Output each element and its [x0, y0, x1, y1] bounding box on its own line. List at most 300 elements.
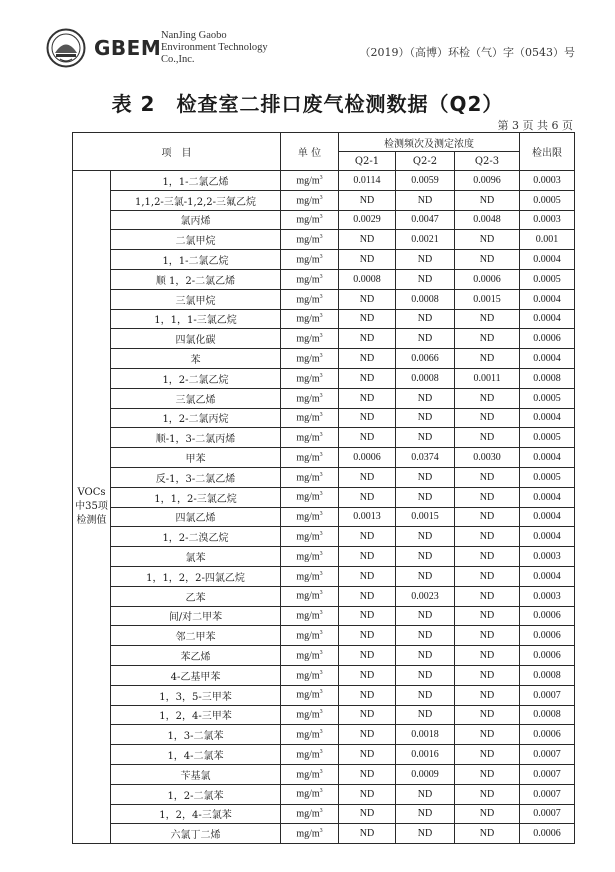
value-cell-q2: 0.0008 — [396, 289, 455, 309]
unit-cell — [281, 428, 339, 448]
table-row — [73, 507, 575, 527]
value-cell-q1: ND — [339, 784, 396, 804]
table-body — [73, 171, 575, 844]
unit-base: mg/m — [296, 828, 320, 840]
unit-exponent: 3 — [319, 729, 323, 736]
unit-cell — [281, 705, 339, 725]
brand-name: GBEM — [94, 36, 162, 60]
table-row — [73, 408, 575, 428]
unit-cell — [281, 349, 339, 369]
value-cell-q2: 0.0015 — [396, 507, 455, 527]
unit-base: mg/m — [296, 194, 320, 206]
table-row — [73, 269, 575, 289]
unit-exponent: 3 — [319, 630, 323, 637]
page-number: 第 3 页 共 6 页 — [497, 119, 573, 132]
header-unit: 单 位 — [281, 133, 339, 171]
value-cell-q1: ND — [339, 349, 396, 369]
unit-exponent: 3 — [319, 174, 323, 181]
value-cell-q3: 0.0011 — [455, 368, 520, 388]
value-cell-q1: 0.0008 — [339, 269, 396, 289]
value-cell-q1: ND — [339, 388, 396, 408]
value-cell-q2: 0.0047 — [396, 210, 455, 230]
value-cell-q1: ND — [339, 467, 396, 487]
value-cell-q3: ND — [455, 705, 520, 725]
unit-exponent: 3 — [319, 432, 323, 439]
compound-name: 1，2-二氯丙烷 — [111, 408, 281, 428]
unit-exponent: 3 — [319, 412, 323, 419]
value-cell-q2: ND — [396, 784, 455, 804]
unit-cell — [281, 725, 339, 745]
value-cell-q1: ND — [339, 566, 396, 586]
value-cell-q2: 0.0023 — [396, 586, 455, 606]
value-cell-q1: 0.0114 — [339, 171, 396, 191]
document-code: （2019）（高博）环检（气）字（0543）号 — [359, 46, 575, 59]
detection-limit-cell: 0.0004 — [520, 448, 575, 468]
value-cell-q2: ND — [396, 190, 455, 210]
unit-cell — [281, 784, 339, 804]
value-cell-q1: ND — [339, 764, 396, 784]
compound-name: 顺-1，3-二氯丙烯 — [111, 428, 281, 448]
value-cell-q1: ND — [339, 665, 396, 685]
value-cell-q3: 0.0096 — [455, 171, 520, 191]
detection-limit-cell: 0.0008 — [520, 705, 575, 725]
company-line-2: Environment Technology — [161, 42, 268, 53]
value-cell-q2: 0.0059 — [396, 171, 455, 191]
table-row — [73, 487, 575, 507]
detection-limit-cell: 0.0003 — [520, 586, 575, 606]
value-cell-q3: ND — [455, 190, 520, 210]
compound-name: 1，1，2，2-四氯乙烷 — [111, 566, 281, 586]
unit-exponent: 3 — [319, 768, 323, 775]
unit-cell — [281, 626, 339, 646]
table-row — [73, 329, 575, 349]
unit-base: mg/m — [296, 729, 320, 741]
value-cell-q3: ND — [455, 507, 520, 527]
unit-cell — [281, 309, 339, 329]
compound-name: 苄基氯 — [111, 764, 281, 784]
unit-base: mg/m — [296, 630, 320, 642]
company-line-3: Co.,Inc. — [161, 54, 195, 65]
detection-limit-cell: 0.0007 — [520, 804, 575, 824]
value-cell-q1: 0.0013 — [339, 507, 396, 527]
unit-base: mg/m — [296, 610, 320, 622]
table-row — [73, 646, 575, 666]
header-q2-3: Q2-3 — [455, 152, 520, 171]
compound-name: 1，4-二氯苯 — [111, 745, 281, 765]
unit-cell — [281, 566, 339, 586]
unit-base: mg/m — [296, 768, 320, 780]
value-cell-q1: ND — [339, 606, 396, 626]
detection-limit-cell: 0.0003 — [520, 210, 575, 230]
unit-cell — [281, 250, 339, 270]
table-row — [73, 388, 575, 408]
value-cell-q2: 0.0021 — [396, 230, 455, 250]
detection-limit-cell: 0.0007 — [520, 764, 575, 784]
unit-cell — [281, 329, 339, 349]
value-cell-q2: 0.0374 — [396, 448, 455, 468]
unit-cell — [281, 368, 339, 388]
unit-cell — [281, 507, 339, 527]
detection-limit-cell: 0.0006 — [520, 725, 575, 745]
company-logo-icon — [46, 28, 86, 68]
unit-cell — [281, 388, 339, 408]
detection-limit-cell: 0.0007 — [520, 784, 575, 804]
unit-base: mg/m — [296, 689, 320, 701]
compound-name: 三氯乙烯 — [111, 388, 281, 408]
company-name — [161, 30, 268, 66]
value-cell-q3: ND — [455, 745, 520, 765]
detection-limit-cell: 0.0008 — [520, 368, 575, 388]
unit-exponent: 3 — [319, 313, 323, 320]
value-cell-q1: ND — [339, 646, 396, 666]
value-cell-q2: ND — [396, 547, 455, 567]
unit-base: mg/m — [296, 650, 320, 662]
table-row — [73, 784, 575, 804]
value-cell-q2: ND — [396, 428, 455, 448]
detection-data-table — [72, 132, 575, 844]
value-cell-q2: ND — [396, 685, 455, 705]
value-cell-q3: ND — [455, 329, 520, 349]
value-cell-q1: ND — [339, 527, 396, 547]
unit-base: mg/m — [296, 234, 320, 246]
table-row — [73, 685, 575, 705]
detection-limit-cell: 0.0006 — [520, 824, 575, 844]
unit-base: mg/m — [296, 551, 320, 563]
page-header — [0, 0, 615, 80]
unit-base: mg/m — [296, 412, 320, 424]
unit-cell — [281, 467, 339, 487]
detection-limit-cell: 0.0006 — [520, 626, 575, 646]
value-cell-q1: ND — [339, 685, 396, 705]
unit-cell — [281, 824, 339, 844]
unit-base: mg/m — [296, 432, 320, 444]
compound-name: 苯乙烯 — [111, 646, 281, 666]
compound-name: 1，1，1-三氯乙烷 — [111, 309, 281, 329]
compound-name: 氯苯 — [111, 547, 281, 567]
value-cell-q3: ND — [455, 626, 520, 646]
compound-name: 氯丙烯 — [111, 210, 281, 230]
unit-cell — [281, 804, 339, 824]
header-item: 项 目 — [73, 133, 281, 171]
compound-name: 1，1-二氯乙烷 — [111, 250, 281, 270]
value-cell-q2: ND — [396, 329, 455, 349]
table-title: 表 2 检查室二排口废气检测数据（Q2） — [111, 92, 504, 116]
table-row — [73, 804, 575, 824]
value-cell-q2: ND — [396, 804, 455, 824]
header-q2-1: Q2-1 — [339, 152, 396, 171]
value-cell-q3: 0.0048 — [455, 210, 520, 230]
unit-base: mg/m — [296, 571, 320, 582]
table-row — [73, 725, 575, 745]
table-row — [73, 349, 575, 369]
unit-base: mg/m — [296, 788, 320, 800]
compound-name: 乙苯 — [111, 586, 281, 606]
compound-name: 1，2-二氯苯 — [111, 784, 281, 804]
detection-limit-cell: 0.0007 — [520, 685, 575, 705]
compound-name: 1，2-二氯乙烷 — [111, 368, 281, 388]
detection-limit-cell: 0.0006 — [520, 329, 575, 349]
unit-cell — [281, 665, 339, 685]
value-cell-q1: ND — [339, 309, 396, 329]
value-cell-q1: 0.0006 — [339, 448, 396, 468]
unit-exponent: 3 — [319, 392, 323, 399]
table-row — [73, 764, 575, 784]
detection-limit-cell: 0.0005 — [520, 269, 575, 289]
table-row — [73, 368, 575, 388]
unit-base: mg/m — [296, 491, 320, 503]
compound-name: 苯 — [111, 349, 281, 369]
value-cell-q2: 0.0008 — [396, 368, 455, 388]
unit-cell — [281, 745, 339, 765]
value-cell-q2: ND — [396, 408, 455, 428]
value-cell-q3: ND — [455, 388, 520, 408]
table-row — [73, 171, 575, 191]
unit-exponent: 3 — [319, 709, 323, 716]
unit-base: mg/m — [296, 313, 320, 325]
compound-name: 1，2，4-三甲苯 — [111, 705, 281, 725]
unit-base: mg/m — [296, 808, 320, 820]
value-cell-q1: ND — [339, 329, 396, 349]
unit-cell — [281, 289, 339, 309]
unit-base: mg/m — [296, 214, 320, 226]
value-cell-q3: 0.0006 — [455, 269, 520, 289]
compound-name: 二氯甲烷 — [111, 230, 281, 250]
unit-exponent: 3 — [319, 471, 323, 478]
table-row — [73, 606, 575, 626]
value-cell-q3: ND — [455, 527, 520, 547]
table-row — [73, 467, 575, 487]
value-cell-q1: ND — [339, 705, 396, 725]
unit-base: mg/m — [296, 749, 320, 761]
unit-base: mg/m — [296, 175, 320, 187]
unit-base: mg/m — [296, 353, 320, 365]
table-row — [73, 586, 575, 606]
value-cell-q2: 0.0018 — [396, 725, 455, 745]
table-row — [73, 190, 575, 210]
detection-limit-cell: 0.0005 — [520, 428, 575, 448]
unit-exponent: 3 — [319, 214, 323, 221]
unit-cell — [281, 487, 339, 507]
category-cell: VOCs中35项检测值 — [73, 171, 111, 844]
header-q2-2: Q2-2 — [396, 152, 455, 171]
value-cell-q1: ND — [339, 368, 396, 388]
company-line-1: NanJing Gaobo — [161, 30, 227, 41]
value-cell-q2: 0.0066 — [396, 349, 455, 369]
compound-name: 顺 1，2-二氯乙烯 — [111, 269, 281, 289]
detection-limit-cell: 0.001 — [520, 230, 575, 250]
unit-base: mg/m — [296, 373, 320, 385]
detection-limit-cell: 0.0006 — [520, 606, 575, 626]
compound-name: 1，1-二氯乙烯 — [111, 171, 281, 191]
value-cell-q3: ND — [455, 230, 520, 250]
unit-cell — [281, 764, 339, 784]
detection-limit-cell: 0.0004 — [520, 507, 575, 527]
header-frequency-group: 检测频次及测定浓度 — [339, 133, 520, 152]
detection-limit-cell: 0.0003 — [520, 171, 575, 191]
unit-cell — [281, 210, 339, 230]
table-row — [73, 250, 575, 270]
value-cell-q2: ND — [396, 566, 455, 586]
table-row — [73, 626, 575, 646]
table-row — [73, 289, 575, 309]
table-row — [73, 230, 575, 250]
detection-limit-cell: 0.0005 — [520, 388, 575, 408]
unit-exponent: 3 — [319, 689, 323, 696]
compound-name: 1，2-二溴乙烷 — [111, 527, 281, 547]
unit-base: mg/m — [296, 452, 320, 464]
value-cell-q3: 0.0015 — [455, 289, 520, 309]
value-cell-q2: ND — [396, 250, 455, 270]
unit-exponent: 3 — [319, 828, 323, 835]
unit-cell — [281, 646, 339, 666]
unit-exponent: 3 — [319, 194, 323, 201]
value-cell-q1: ND — [339, 547, 396, 567]
value-cell-q1: ND — [339, 289, 396, 309]
detection-limit-cell: 0.0004 — [520, 289, 575, 309]
compound-name: 1,1,2-三氯-1,2,2-三氟乙烷 — [111, 190, 281, 210]
value-cell-q3: ND — [455, 665, 520, 685]
detection-limit-cell: 0.0004 — [520, 309, 575, 329]
unit-base: mg/m — [296, 472, 320, 484]
value-cell-q3: ND — [455, 685, 520, 705]
compound-name: 反-1，3-二氯乙烯 — [111, 467, 281, 487]
value-cell-q3: ND — [455, 804, 520, 824]
detection-limit-cell: 0.0004 — [520, 487, 575, 507]
unit-base: mg/m — [296, 709, 320, 721]
value-cell-q1: 0.0029 — [339, 210, 396, 230]
unit-base: mg/m — [296, 531, 320, 543]
detection-limit-cell: 0.0004 — [520, 408, 575, 428]
unit-cell — [281, 190, 339, 210]
detection-limit-cell: 0.0004 — [520, 566, 575, 586]
unit-exponent: 3 — [319, 649, 323, 656]
value-cell-q2: ND — [396, 487, 455, 507]
value-cell-q3: ND — [455, 467, 520, 487]
unit-cell — [281, 586, 339, 606]
detection-limit-cell: 0.0004 — [520, 349, 575, 369]
value-cell-q3: ND — [455, 586, 520, 606]
compound-name: 1，3，5-三甲苯 — [111, 685, 281, 705]
unit-exponent: 3 — [319, 669, 323, 676]
unit-base: mg/m — [296, 333, 320, 345]
value-cell-q3: ND — [455, 487, 520, 507]
compound-name: 1，2，4-三氯苯 — [111, 804, 281, 824]
compound-name: 邻二甲苯 — [111, 626, 281, 646]
value-cell-q1: ND — [339, 250, 396, 270]
table-row — [73, 428, 575, 448]
value-cell-q2: ND — [396, 467, 455, 487]
unit-exponent: 3 — [319, 511, 323, 518]
table-row — [73, 527, 575, 547]
unit-exponent: 3 — [319, 570, 323, 577]
unit-base: mg/m — [296, 254, 320, 266]
value-cell-q2: ND — [396, 527, 455, 547]
unit-cell — [281, 606, 339, 626]
compound-name: 1，3-二氯苯 — [111, 725, 281, 745]
unit-exponent: 3 — [319, 808, 323, 815]
value-cell-q1: ND — [339, 230, 396, 250]
compound-name: 四氯化碳 — [111, 329, 281, 349]
unit-cell — [281, 171, 339, 191]
value-cell-q2: 0.0009 — [396, 764, 455, 784]
value-cell-q2: ND — [396, 824, 455, 844]
table-row — [73, 705, 575, 725]
unit-base: mg/m — [296, 511, 320, 523]
unit-cell — [281, 547, 339, 567]
unit-cell — [281, 527, 339, 547]
value-cell-q1: ND — [339, 824, 396, 844]
unit-exponent: 3 — [319, 491, 323, 498]
detection-limit-cell: 0.0007 — [520, 745, 575, 765]
value-cell-q3: ND — [455, 606, 520, 626]
table-row — [73, 309, 575, 329]
unit-base: mg/m — [296, 274, 320, 286]
compound-name: 四氯乙烯 — [111, 507, 281, 527]
value-cell-q1: ND — [339, 745, 396, 765]
unit-exponent: 3 — [319, 590, 323, 597]
value-cell-q3: ND — [455, 250, 520, 270]
unit-exponent: 3 — [319, 372, 323, 379]
value-cell-q1: ND — [339, 190, 396, 210]
compound-name: 甲苯 — [111, 448, 281, 468]
unit-exponent: 3 — [319, 352, 323, 359]
unit-exponent: 3 — [319, 253, 323, 260]
compound-name: 六氯丁二烯 — [111, 824, 281, 844]
unit-exponent: 3 — [319, 234, 323, 241]
value-cell-q3: ND — [455, 824, 520, 844]
detection-limit-cell: 0.0004 — [520, 250, 575, 270]
value-cell-q2: ND — [396, 705, 455, 725]
unit-base: mg/m — [296, 669, 320, 681]
value-cell-q2: ND — [396, 309, 455, 329]
header-detection-limit: 检出限 — [520, 133, 575, 171]
value-cell-q2: ND — [396, 606, 455, 626]
compound-name: 三氯甲烷 — [111, 289, 281, 309]
table-row — [73, 210, 575, 230]
value-cell-q3: ND — [455, 408, 520, 428]
unit-cell — [281, 408, 339, 428]
unit-base: mg/m — [296, 392, 320, 404]
value-cell-q3: 0.0030 — [455, 448, 520, 468]
value-cell-q3: ND — [455, 764, 520, 784]
unit-cell — [281, 448, 339, 468]
unit-exponent: 3 — [319, 748, 323, 755]
value-cell-q1: ND — [339, 487, 396, 507]
value-cell-q2: ND — [396, 665, 455, 685]
detection-limit-cell: 0.0006 — [520, 646, 575, 666]
value-cell-q1: ND — [339, 626, 396, 646]
unit-cell — [281, 685, 339, 705]
value-cell-q3: ND — [455, 784, 520, 804]
unit-exponent: 3 — [319, 333, 323, 340]
table-row — [73, 566, 575, 586]
unit-base: mg/m — [296, 293, 320, 305]
value-cell-q1: ND — [339, 725, 396, 745]
compound-name: 间/对二甲苯 — [111, 606, 281, 626]
value-cell-q2: ND — [396, 269, 455, 289]
detection-limit-cell: 0.0008 — [520, 665, 575, 685]
value-cell-q3: ND — [455, 428, 520, 448]
table-row — [73, 547, 575, 567]
value-cell-q1: ND — [339, 408, 396, 428]
value-cell-q1: ND — [339, 428, 396, 448]
unit-exponent: 3 — [319, 610, 323, 617]
value-cell-q3: ND — [455, 646, 520, 666]
unit-base: mg/m — [296, 590, 320, 602]
value-cell-q2: ND — [396, 626, 455, 646]
detection-limit-cell: 0.0005 — [520, 190, 575, 210]
table-row — [73, 448, 575, 468]
